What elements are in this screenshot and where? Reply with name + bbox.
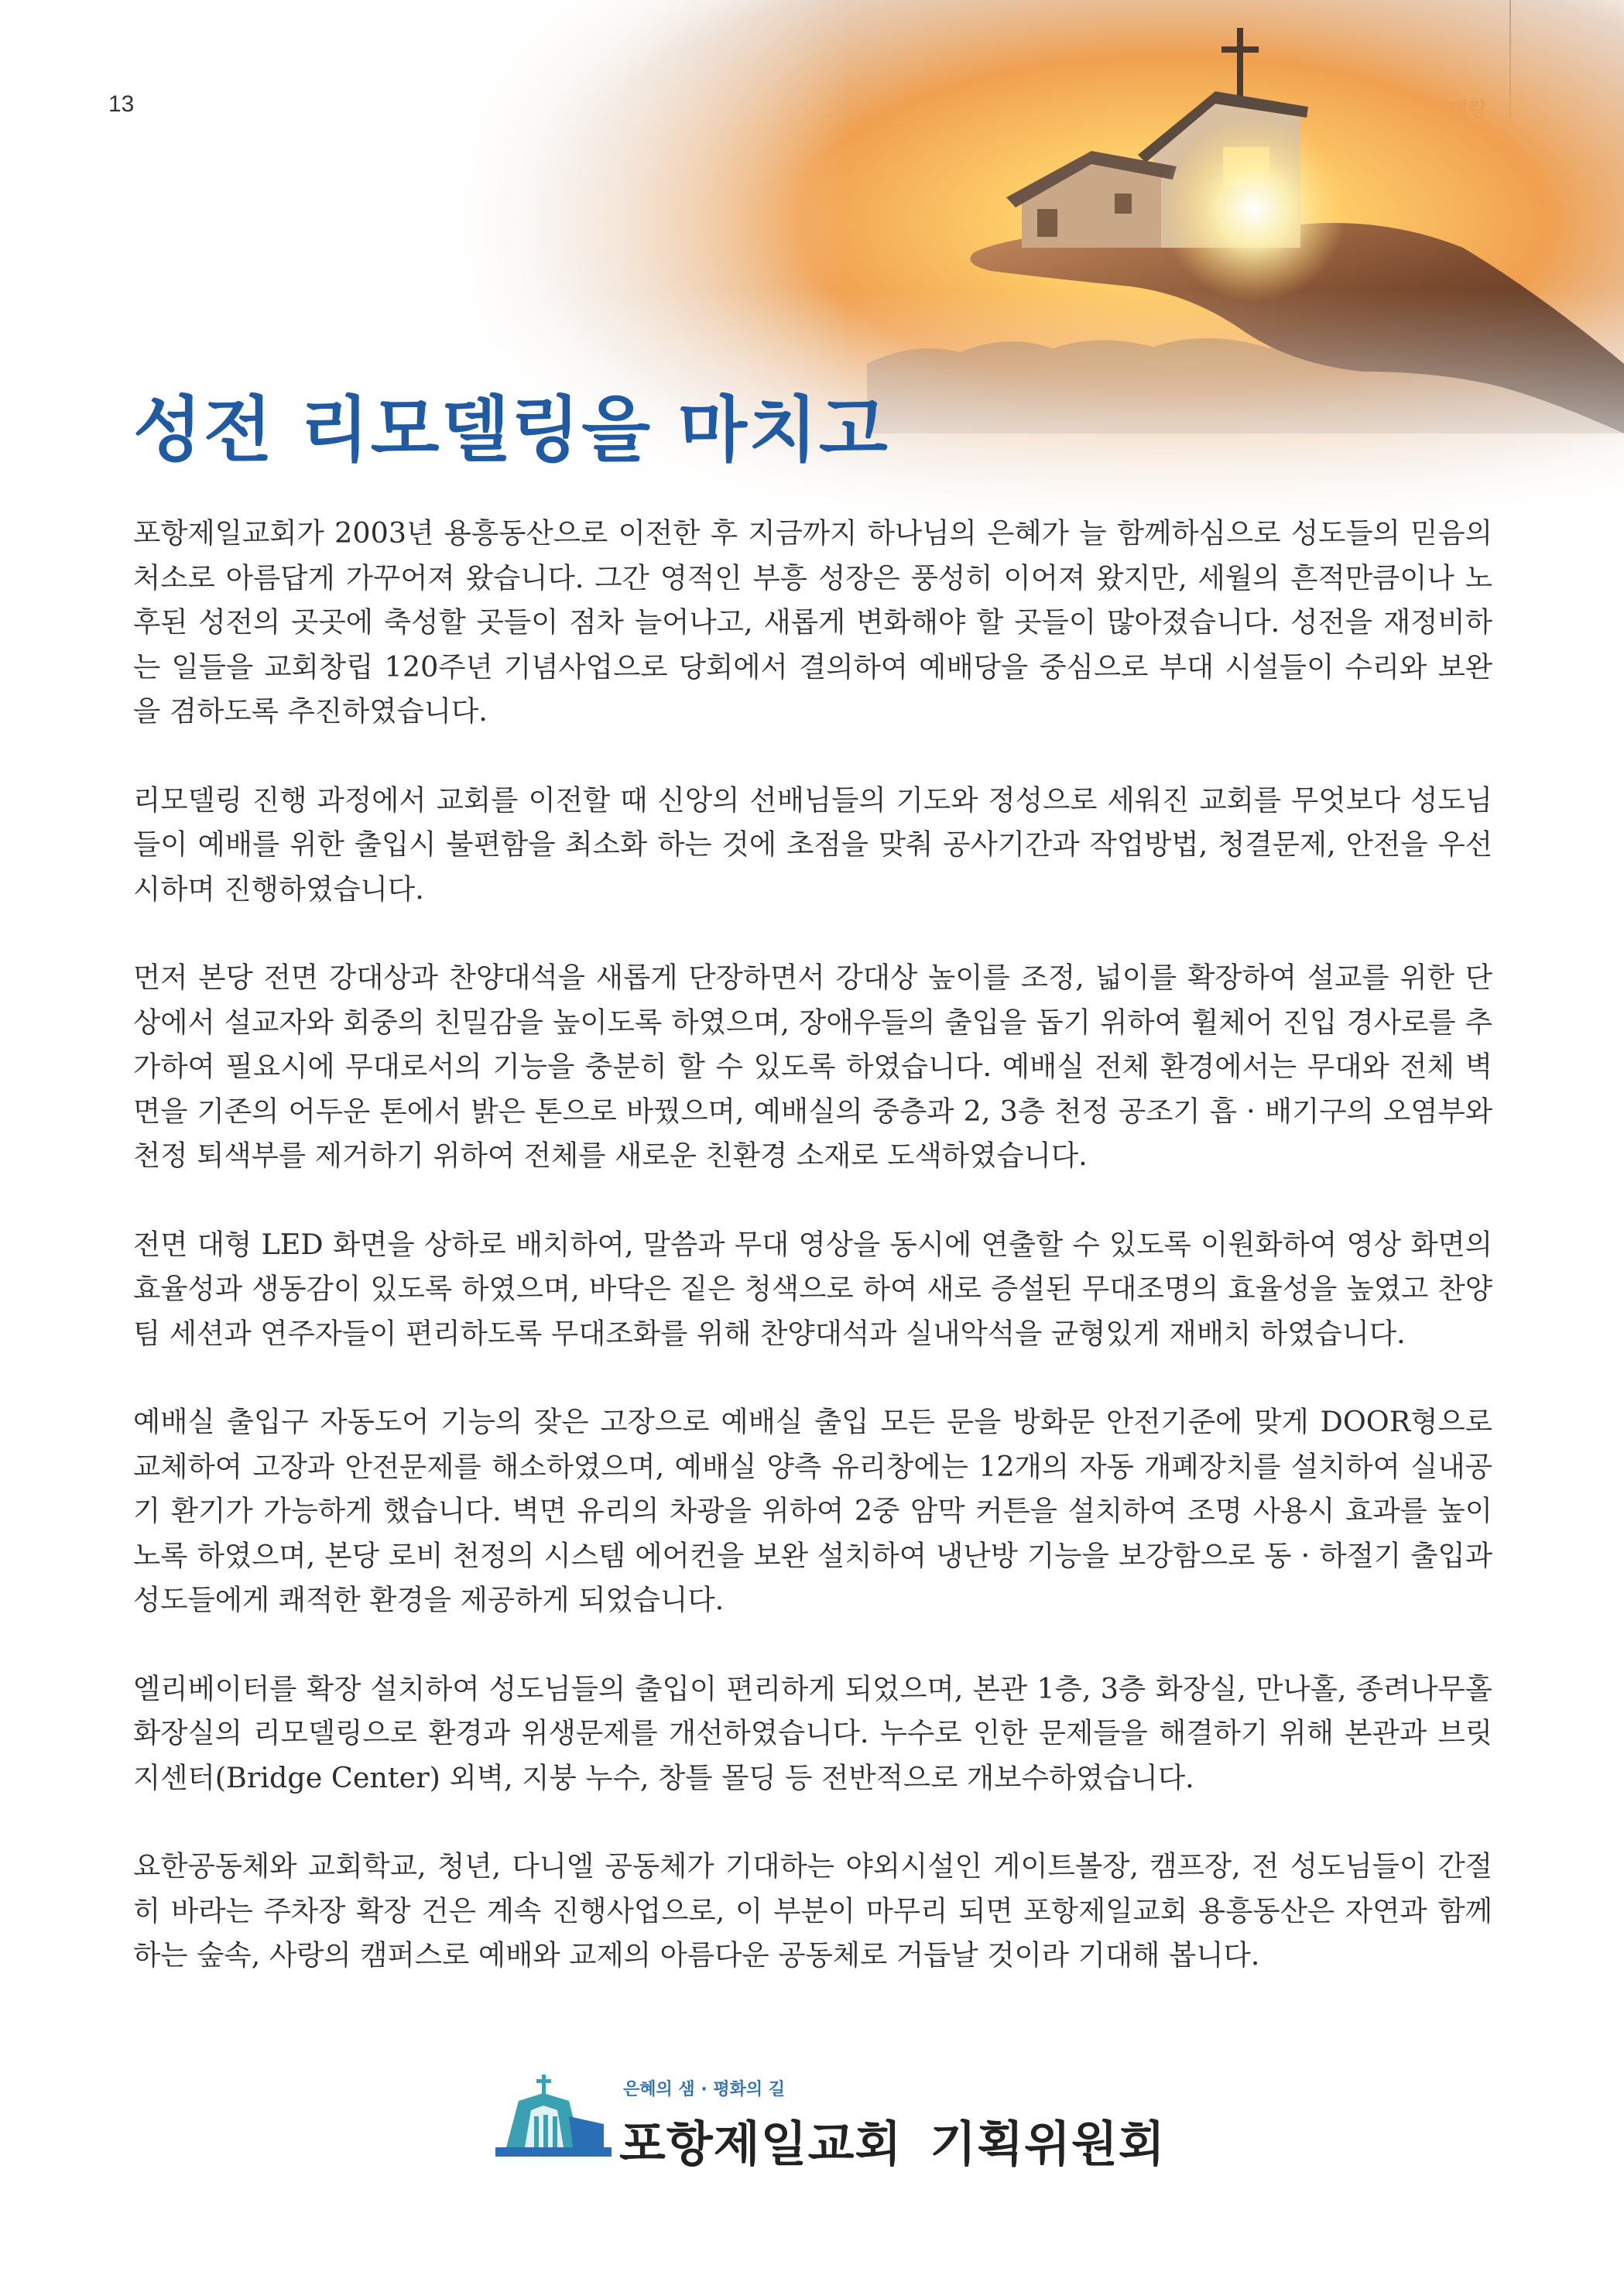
paragraph: 포항제일교회가 2003년 용흥동산으로 이전한 후 지금까지 하나님의 은혜가 늘 함께하심으로 성도들의 믿음의 처소로 아름답게 가꾸어져 왔습니다. 그간 영적인 부흥 성장은 풍성히 이어져 왔지만, 세월의 흔적만큼이나 노후된 성전의 곳곳에 축성할 곳들이 점차 늘어나고, 새롭게 변화해야 할 곳들이 많아졌습니다. 성전을 재정비하는 일들을 교회창립 120주년 기념사업으로 당회에서 결의하여 예배당을 중심으로 부대 시설들이 수리와 보완을 겸하도록 추진하였습니다. — [133, 516, 1492, 728]
committee-name: 기획위원회 — [930, 2116, 1166, 2172]
paragraph: 예배실 출입구 자동도어 기능의 잦은 고장으로 예배실 출입 모든 문을 방화문 안전기준에 맞게 DOOR형으로 교체하여 고장과 안전문제를 해소하였으며, 예배실 양측 유리창에는 12개의 자동 개폐장치를 설치하여 실내공기 환기가 가능하게 했습니다. 벽면 유리의 차광을 위하여 2중 암막 커튼을 설치하여 조명 사용시 효과를 높이노록 하였으며, 본당 로비 천정의 시스템 에어컨을 보완 설치하여 냉난방 기능을 보강함으로 동 · 하절기 출입과 성도들에게 쾌적한 환경을 제공하게 되었습니다. — [133, 1405, 1492, 1616]
paragraph: 요한공동체와 교회학교, 청년, 다니엘 공동체가 기대하는 야외시설인 게이트볼장, 캠프장, 전 성도님들이 간절히 바라는 주차장 확장 건은 계속 진행사업으로, 이 부분이 마무리 되면 포항제일교회 용흥동산은 자연과 함께하는 숲속, 사랑의 캠퍼스로 예배와 교제의 아름다운 공동체로 거듭날 것이라 기대해 봅니다. — [133, 1849, 1492, 1972]
page-number: 13 — [108, 91, 135, 117]
article-body — [133, 511, 1492, 2022]
article-title: 성전 리모델링을 마치고 — [133, 389, 889, 471]
footer-logo — [495, 2062, 1166, 2178]
church-building-logo-icon — [495, 2070, 612, 2163]
paragraph: 전면 대형 LED 화면을 상하로 배치하여, 말씀과 무대 영상을 동시에 연출할 수 있도록 이원화하여 영상 화면의 효율성과 생동감이 있도록 하였으며, 바닥은 짙은 청색으로 하여 새로 증설된 무대조명의 효율성을 높였고 찬양팀 세션과 연주자들이 편리하도록 무대조화를 위해 찬양대석과 실내악석을 균형있게 재배치 하였습니다. — [133, 1227, 1492, 1350]
paragraph: 리모델링 진행 과정에서 교회를 이전할 때 신앙의 선배님들의 기도와 정성으로 세워진 교회를 무엇보다 성도님들이 예배를 위한 출입시 불편함을 최소화 하는 것에 초점을 맞춰 공사기간과 작업방법, 청결문제, 안전을 우선시하며 진행하였습니다. — [133, 783, 1492, 906]
paragraph: 엘리베이터를 확장 설치하여 성도님들의 출입이 편리하게 되었으며, 본관 1층, 3층 화장실, 만나홀, 종려나무홀 화장실의 리모델링으로 환경과 위생문제를 개선하였습니다. 누수로 인한 문제들을 해결하기 위해 본관과 브릿지센터(Bridge Center) 외벽, 지붕 누수, 창틀 몰딩 등 전반적으로 개보수하였습니다. — [133, 1671, 1492, 1794]
paragraph: 먼저 본당 전면 강대상과 찬양대석을 새롭게 단장하면서 강대상 높이를 조정, 넓이를 확장하여 설교를 위한 단상에서 설교자와 회중의 친밀감을 높이도록 하였으며, 장애우들의 출입을 돕기 위하여 휠체어 진입 경사로를 추가하여 필요시에 무대로서의 기능을 충분히 할 수 있도록 하였습니다. 예배실 전체 환경에서는 무대와 전체 벽면을 기존의 어두운 톤에서 밝은 톤으로 바꿨으며, 예배실의 중층과 2, 3층 천정 공조기 흡 · 배기구의 오염부와 천정 퇴색부를 제거하기 위하여 전체를 새로운 친환경 소재로 도색하였습니다. — [133, 961, 1492, 1172]
logo-tagline: 은혜의 샘 · 평화의 길 — [623, 2080, 786, 2099]
logo-wordmark — [619, 2106, 1166, 2174]
church-name: 포항제일교회 — [619, 2116, 903, 2172]
